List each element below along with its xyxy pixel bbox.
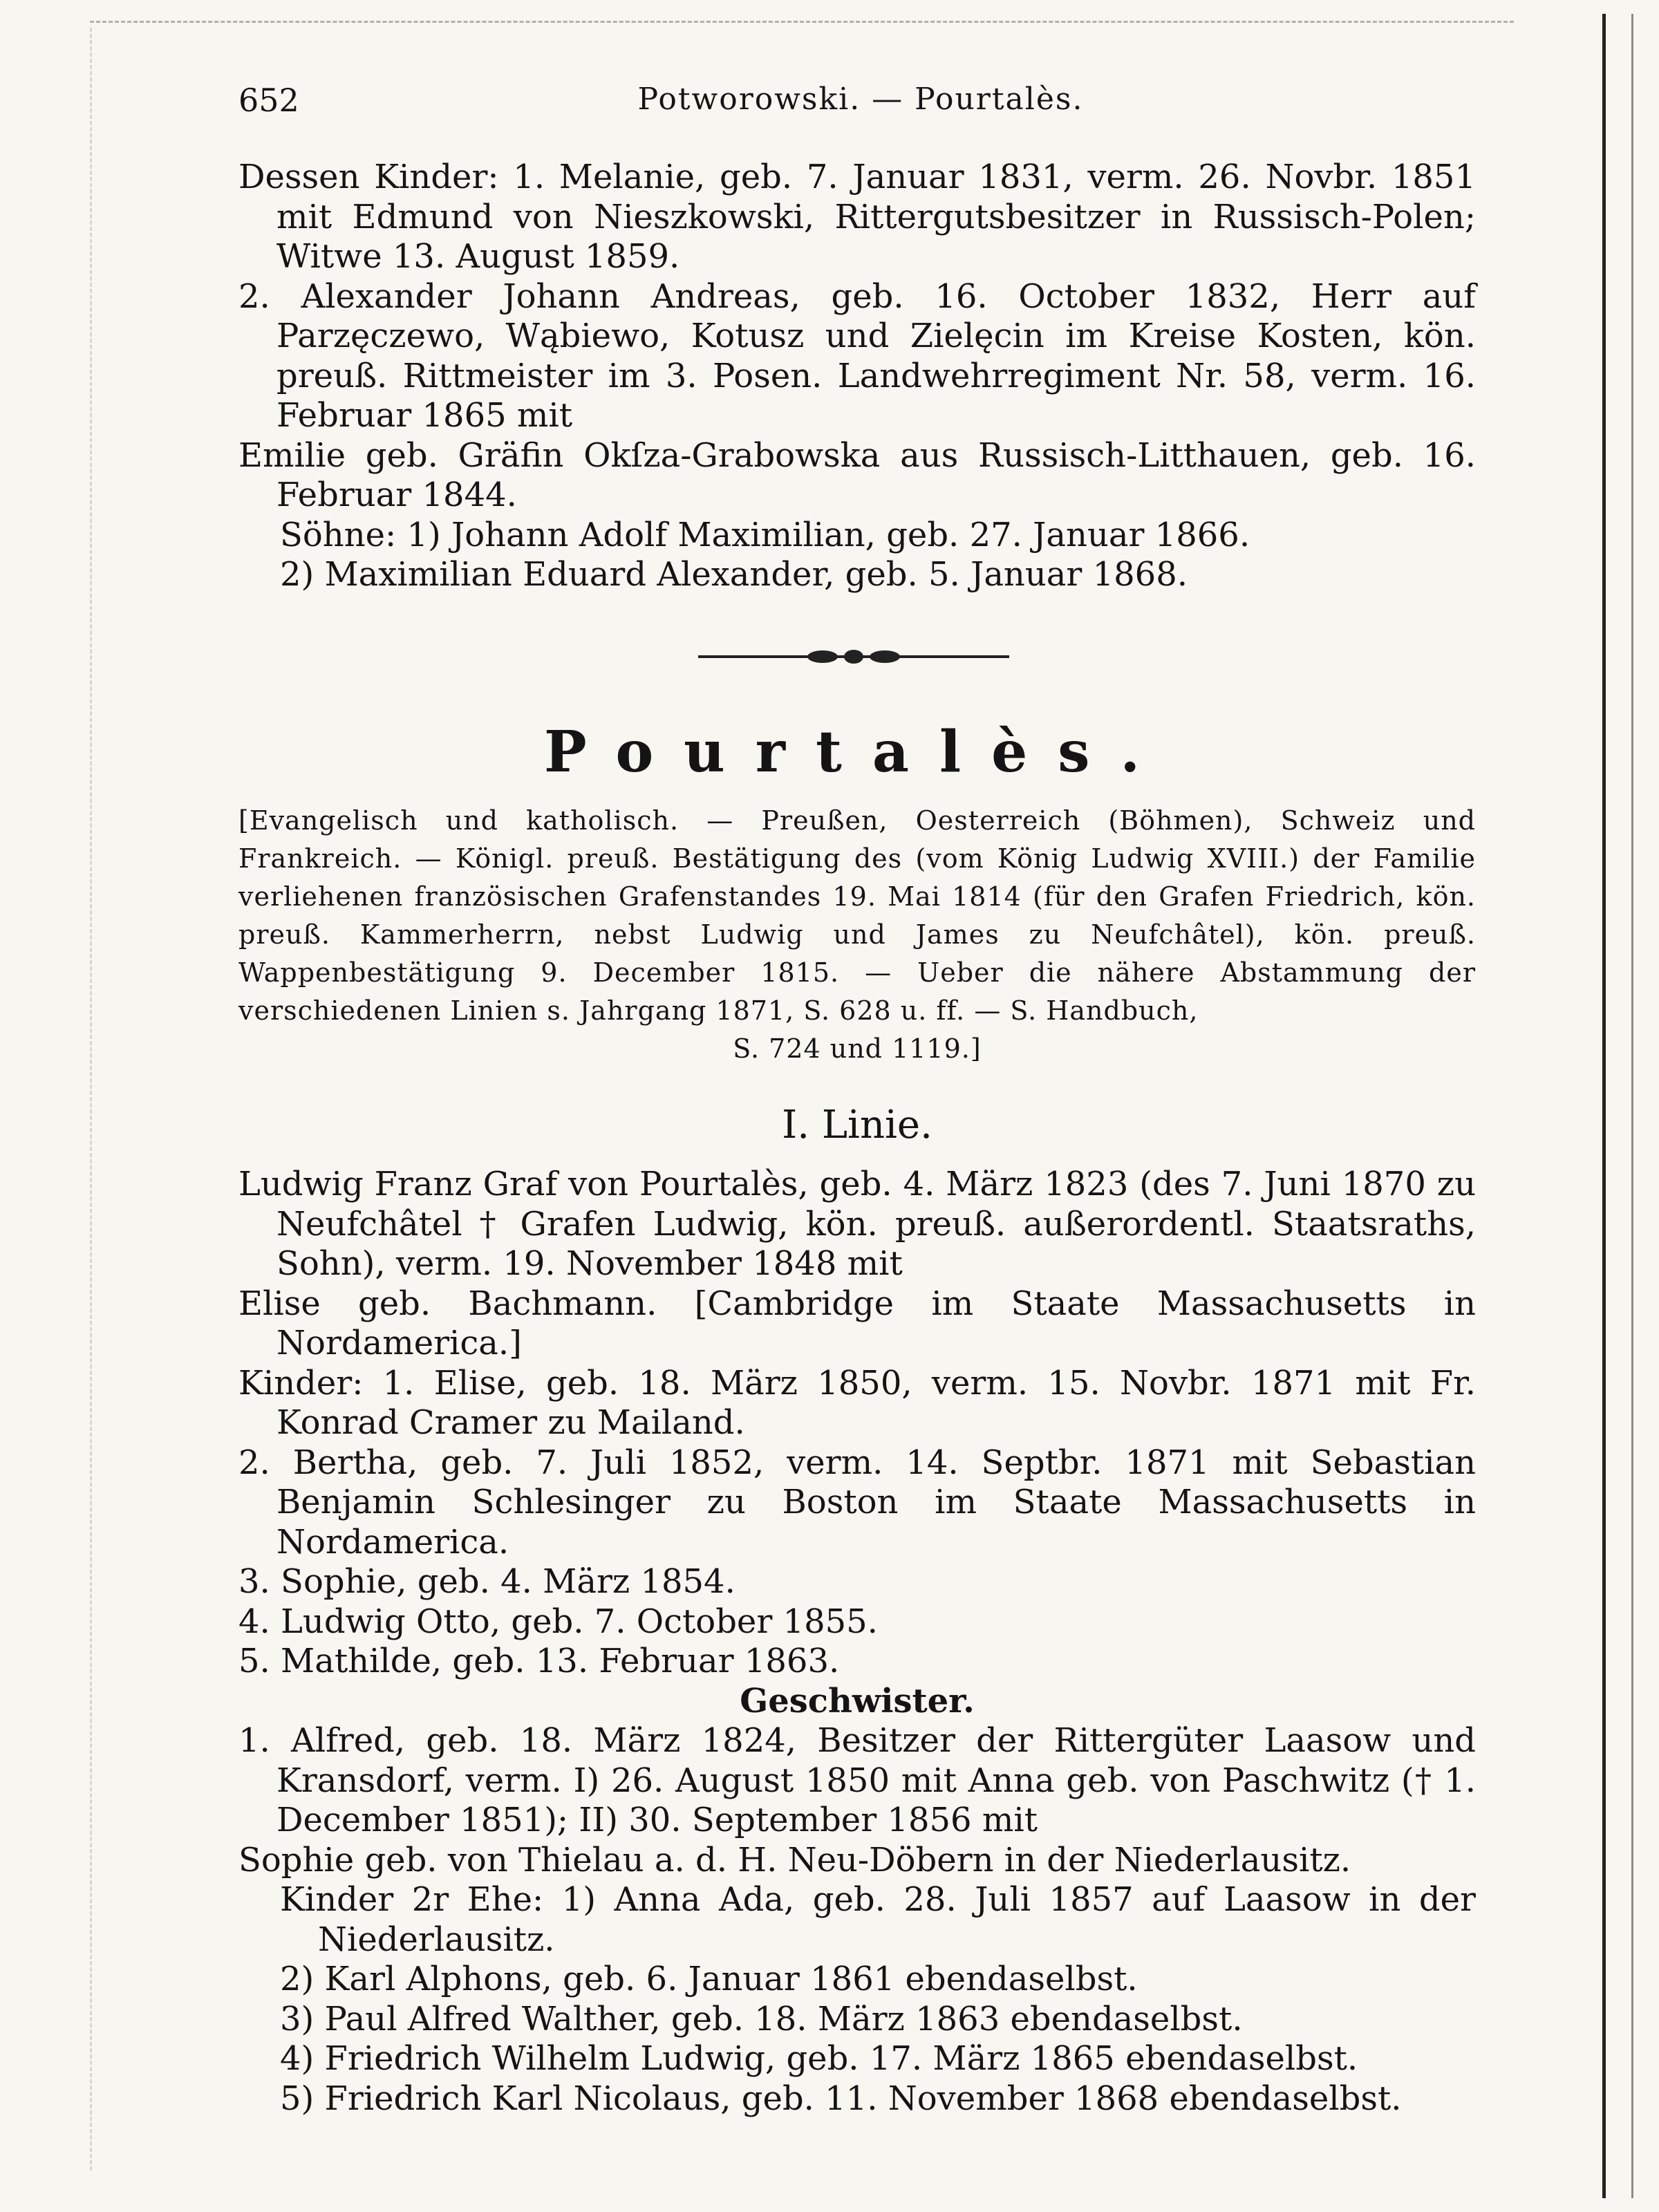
entry-soehne-2: 2) Maximilian Eduard Alexander, geb. 5. Januar 1868. [280,555,1188,594]
entry-emilie: Emilie geb. Gräfin Okſza-Grabowska aus Russisch-Litthauen, geb. 16. Februar 1844. [238,435,1476,514]
entry-sophie-thielau: Sophie geb. von Thielau a. d. H. Neu-Döbern in der Niederlausitz. [238,1840,1351,1880]
entry-alfred: 1. Alfred, geb. 18. März 1824, Besitzer der Rittergüter Laasow und Kransdorf, verm. I) 26. August 1850 mit Anna geb. von Paschwitz († 1. December 1851); II) 30. September 1856 mit [238,1721,1476,1839]
entry-mathilde: 5. Mathilde, geb. 13. Februar 1863. [238,1642,840,1680]
entry-alexander: 2. Alexander Johann Andreas, geb. 16. October 1832, Herr auf Parzęczewo, Wąbiewo, Kotusz und Zielęcin im Kreise Kosten, kön. preuß. Rittmeister im 3. Posen. Landwehrregiment Nr. 58, verm. 16. Februar 1865 mit [238,276,1476,435]
entry-melanie: Dessen Kinder: 1. Melanie, geb. 7. Januar 1831, verm. 26. Novbr. 1851 mit Edmund von Nieszkowski, Rittergutsbesitzer in Russisch-Polen; Witwe 13. August 1859. [238,158,1476,276]
entry-kinder-2e-1: Kinder 2r Ehe: 1) Anna Ada, geb. 28. Juli 1857 auf Laasow in der Niederlausitz. [280,1880,1476,1959]
entry-kinder-elise: Kinder: 1. Elise, geb. 18. März 1850, verm. 15. Novbr. 1871 mit Fr. Konrad Cramer zu Mailand. [238,1363,1476,1442]
section-heading-linie: I. Linie. [782,1103,932,1147]
geschwister-heading: Geschwister. [740,1681,975,1721]
entry-ludwig-otto: 4. Ludwig Otto, geb. 7. October 1855. [238,1602,878,1641]
scan-edge-right [1602,14,1606,2198]
entry-kinder-2e-2: 2) Karl Alphons, geb. 6. Januar 1861 ebendaselbst. [280,1960,1138,1998]
scan-edge-left [90,28,92,2171]
entry-sophie: 3. Sophie, geb. 4. März 1854. [238,1562,735,1601]
pourtales-block [238,1165,1476,2119]
scan-edge-top [90,21,1514,23]
entry-ludwig-franz: Ludwig Franz Graf von Pourtalès, geb. 4. März 1823 (des 7. Juni 1870 zu Neufchâtel † Grafen Ludwig, kön. preuß. außerordentl. Staatsraths, Sohn), verm. 19. November 1848 mit [238,1165,1476,1283]
family-intro-last: S. 724 und 1119.] [733,1033,982,1064]
entry-kinder-2e-4: 4) Friedrich Wilhelm Ludwig, geb. 17. März 1865 ebendaselbst. [280,2039,1358,2078]
scan-edge-right-inner [1631,14,1633,2198]
running-head: Potworowski. — Pourtalès. [637,82,1084,117]
entry-kinder-2e-3: 3) Paul Alfred Walther, geb. 18. März 1863 ebendaselbst. [280,1999,1243,2038]
page-number: 652 [238,82,299,119]
page-header [238,82,1483,130]
entry-soehne-1: Söhne: 1) Johann Adolf Maximilian, geb. 27. Januar 1866. [280,515,1250,554]
potworowski-block [238,158,1476,595]
entry-kinder-2e-5: 5) Friedrich Karl Nicolaus, geb. 11. November 1868 ebendaselbst. [280,2079,1402,2118]
family-intro-text: [Evangelisch und katholisch. — Preußen, Oesterreich (Böhmen), Schweiz und Frankreich. — Königl. preuß. Bestätigung des (vom König Ludwig XVIII.) der Familie verliehenen französischen Grafenstandes 19. Mai 1814 (für den Grafen Friedrich, kön. preuß. Kammerherrn, nebst Ludwig und James zu Neufchâtel), kön. preuß. Wappenbestätigung 9. December 1815. — Ueber die nähere Abstammung der verschiedenen Linien s. Jahrgang 1871, S. 628 u. ff. — S. Handbuch, [238,805,1476,1026]
family-intro [238,802,1476,1068]
entry-elise-bachmann: Elise geb. Bachmann. [Cambridge im Staate Massachusetts in Nordamerica.] [238,1284,1476,1362]
entry-bertha: 2. Bertha, geb. 7. Juli 1852, verm. 14. Septbr. 1871 mit Sebastian Benjamin Schlesinger zu Boston im Staate Massachusetts in Nordamerica. [238,1443,1476,1562]
family-title: Pourtalès. [543,719,1170,785]
section-ornament [698,648,1009,665]
